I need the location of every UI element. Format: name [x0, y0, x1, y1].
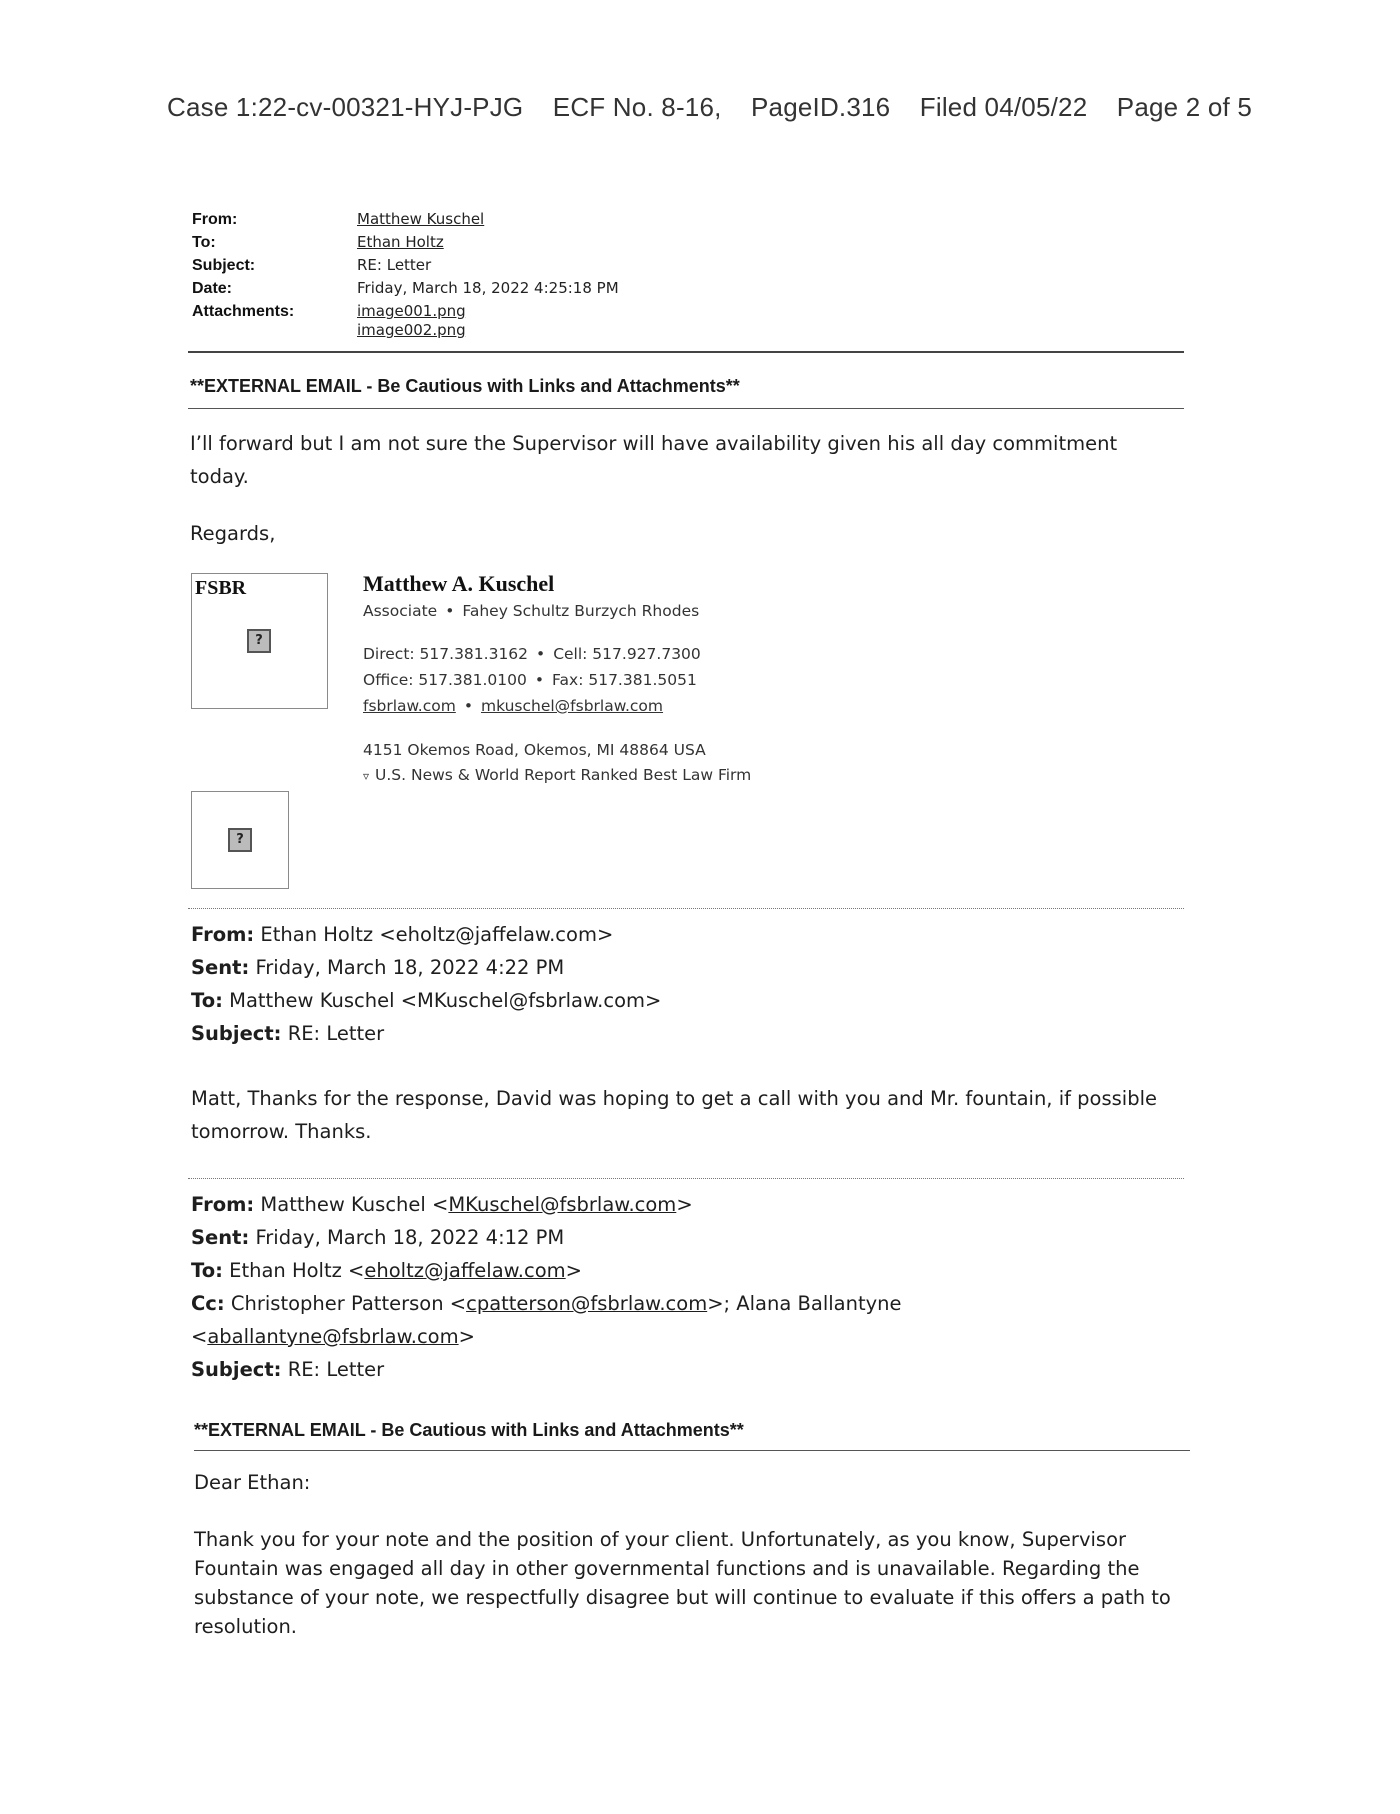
message-body: [194, 1525, 1171, 1641]
reply-cc-name: Christopher Patterson <: [230, 1292, 467, 1315]
header-divider: [188, 351, 1184, 353]
reply-sent-value: Friday, March 18, 2022 4:12 PM: [255, 1226, 565, 1249]
reply-subject-row: [191, 1022, 384, 1045]
reply-from-value: Ethan Holtz <eholtz@jaffelaw.com>: [260, 923, 614, 946]
message-line: Matt, Thanks for the response, David was hoping to get a call with you and Mr. fountain, if possible: [191, 1087, 1158, 1110]
warning-divider: [194, 1450, 1190, 1451]
message-body: [190, 427, 1117, 493]
reply-to-email[interactable]: eholtz@jaffelaw.com: [364, 1259, 566, 1282]
subject-label: Subject:: [192, 257, 256, 274]
reply-cc-email[interactable]: aballantyne@fsbrlaw.com: [207, 1325, 459, 1348]
signature-title-line: Associate • Fahey Schultz Burzych Rhodes: [363, 602, 700, 620]
reply-sent-value: Friday, March 18, 2022 4:22 PM: [255, 956, 565, 979]
website-link[interactable]: fsbrlaw.com: [363, 697, 456, 715]
badge-image-placeholder: [191, 791, 289, 889]
reply-to-end: >: [565, 1259, 582, 1282]
reply-to-row: [191, 1259, 582, 1282]
message-line: today.: [190, 465, 249, 488]
message-line: Fountain was engaged all day in other governmental functions and is unavailable. Regarding the: [194, 1557, 1140, 1580]
reply-body: [191, 1082, 1157, 1148]
to-value[interactable]: Ethan Holtz: [357, 233, 444, 251]
signature-direct: Direct: 517.381.3162: [363, 645, 529, 663]
subject-value: RE: Letter: [357, 256, 432, 274]
reply-cc-end: >: [458, 1325, 475, 1348]
reply-to-label: To:: [191, 989, 223, 1012]
reply-from-email[interactable]: MKuschel@fsbrlaw.com: [448, 1193, 677, 1216]
signature-office: Office: 517.381.0100: [363, 671, 527, 689]
reply-divider: [188, 1178, 1184, 1179]
reply-sent-row: [191, 1226, 564, 1249]
reply-from-label: From:: [191, 923, 255, 946]
broken-image-icon: ?: [228, 828, 252, 852]
message-line: I’ll forward but I am not sure the Supervisor will have availability given his all day commitment: [190, 432, 1118, 455]
attachments-label: Attachments:: [192, 303, 295, 320]
reply-to-row: [191, 989, 661, 1012]
signature-links-line: fsbrlaw.com • mkuschel@fsbrlaw.com: [363, 697, 664, 715]
ecf-number: ECF No. 8-16,: [552, 92, 722, 122]
message-line: substance of your note, we respectfully disagree but will continue to evaluate if this offers a path to: [194, 1586, 1171, 1609]
reply-to-label: To:: [191, 1259, 223, 1282]
from-value[interactable]: Matthew Kuschel: [357, 210, 485, 228]
to-label: To:: [192, 234, 216, 251]
signature-phone-line: Direct: 517.381.3162 • Cell: 517.927.7300: [363, 645, 701, 663]
reply-sent-row: [191, 956, 564, 979]
reply-divider: [188, 908, 1184, 909]
page-number: Page 2 of 5: [1116, 92, 1252, 122]
signature-office-line: Office: 517.381.0100 • Fax: 517.381.5051: [363, 671, 697, 689]
reply-to-name: Ethan Holtz <: [229, 1259, 365, 1282]
reply-from-row: [191, 1193, 693, 1216]
message-line: Thank you for your note and the position of your client. Unfortunately, as you know, Supervisor: [194, 1528, 1127, 1551]
case-number: Case 1:22-cv-00321-HYJ-PJG: [167, 92, 524, 122]
greeting: Dear Ethan:: [194, 1471, 311, 1494]
signature-title: Associate: [363, 602, 438, 620]
date-value: Friday, March 18, 2022 4:25:18 PM: [357, 279, 619, 297]
reply-subject-label: Subject:: [191, 1022, 282, 1045]
date-label: Date:: [192, 280, 233, 297]
reply-from-name: Matthew Kuschel <: [260, 1193, 449, 1216]
signature-name: Matthew A. Kuschel: [363, 571, 555, 596]
external-email-warning: **EXTERNAL EMAIL - Be Cautious with Links and Attachments**: [194, 1420, 744, 1440]
signature-address: 4151 Okemos Road, Okemos, MI 48864 USA: [363, 741, 706, 759]
reply-cc-open: <: [191, 1325, 208, 1348]
reply-cc-email[interactable]: cpatterson@fsbrlaw.com: [466, 1292, 708, 1315]
reply-sent-label: Sent:: [191, 1226, 250, 1249]
reply-cc-separator: >; Alana Ballantyne: [707, 1292, 902, 1315]
ranking-icon: ▿: [363, 769, 370, 783]
external-email-warning: **EXTERNAL EMAIL - Be Cautious with Links and Attachments**: [190, 376, 740, 396]
firm-logo-placeholder: [191, 573, 328, 709]
signature-ranking-line: [363, 766, 751, 784]
from-label: From:: [192, 211, 238, 228]
case-header: [167, 92, 1252, 123]
reply-cc-row: [191, 1292, 902, 1315]
reply-to-value: Matthew Kuschel <MKuschel@fsbrlaw.com>: [229, 989, 662, 1012]
closing: Regards,: [190, 522, 276, 545]
reply-from-end: >: [676, 1193, 693, 1216]
reply-from-row: [191, 923, 613, 946]
reply-cc-row-continued: [191, 1325, 475, 1348]
reply-cc-label: Cc:: [191, 1292, 225, 1315]
reply-from-label: From:: [191, 1193, 255, 1216]
firm-logo-text: FSBR: [195, 577, 247, 599]
reply-subject-row: [191, 1358, 384, 1381]
signature-cell: Cell: 517.927.7300: [553, 645, 701, 663]
signature-fax: Fax: 517.381.5051: [552, 671, 697, 689]
email-link[interactable]: mkuschel@fsbrlaw.com: [481, 697, 664, 715]
page-id: PageID.316: [751, 92, 891, 122]
signature-ranking: U.S. News & World Report Ranked Best Law Firm: [375, 766, 752, 784]
signature-firm: Fahey Schultz Burzych Rhodes: [462, 602, 700, 620]
broken-image-icon: ?: [247, 629, 271, 653]
warning-divider: [188, 408, 1184, 409]
reply-subject-value: RE: Letter: [287, 1022, 385, 1045]
reply-sent-label: Sent:: [191, 956, 250, 979]
reply-subject-label: Subject:: [191, 1358, 282, 1381]
message-line: resolution.: [194, 1615, 298, 1638]
message-line: tomorrow. Thanks.: [191, 1120, 372, 1143]
reply-subject-value: RE: Letter: [287, 1358, 385, 1381]
attachment-link[interactable]: image002.png: [357, 321, 466, 339]
attachment-link[interactable]: image001.png: [357, 302, 466, 320]
filed-date: Filed 04/05/22: [919, 92, 1088, 122]
